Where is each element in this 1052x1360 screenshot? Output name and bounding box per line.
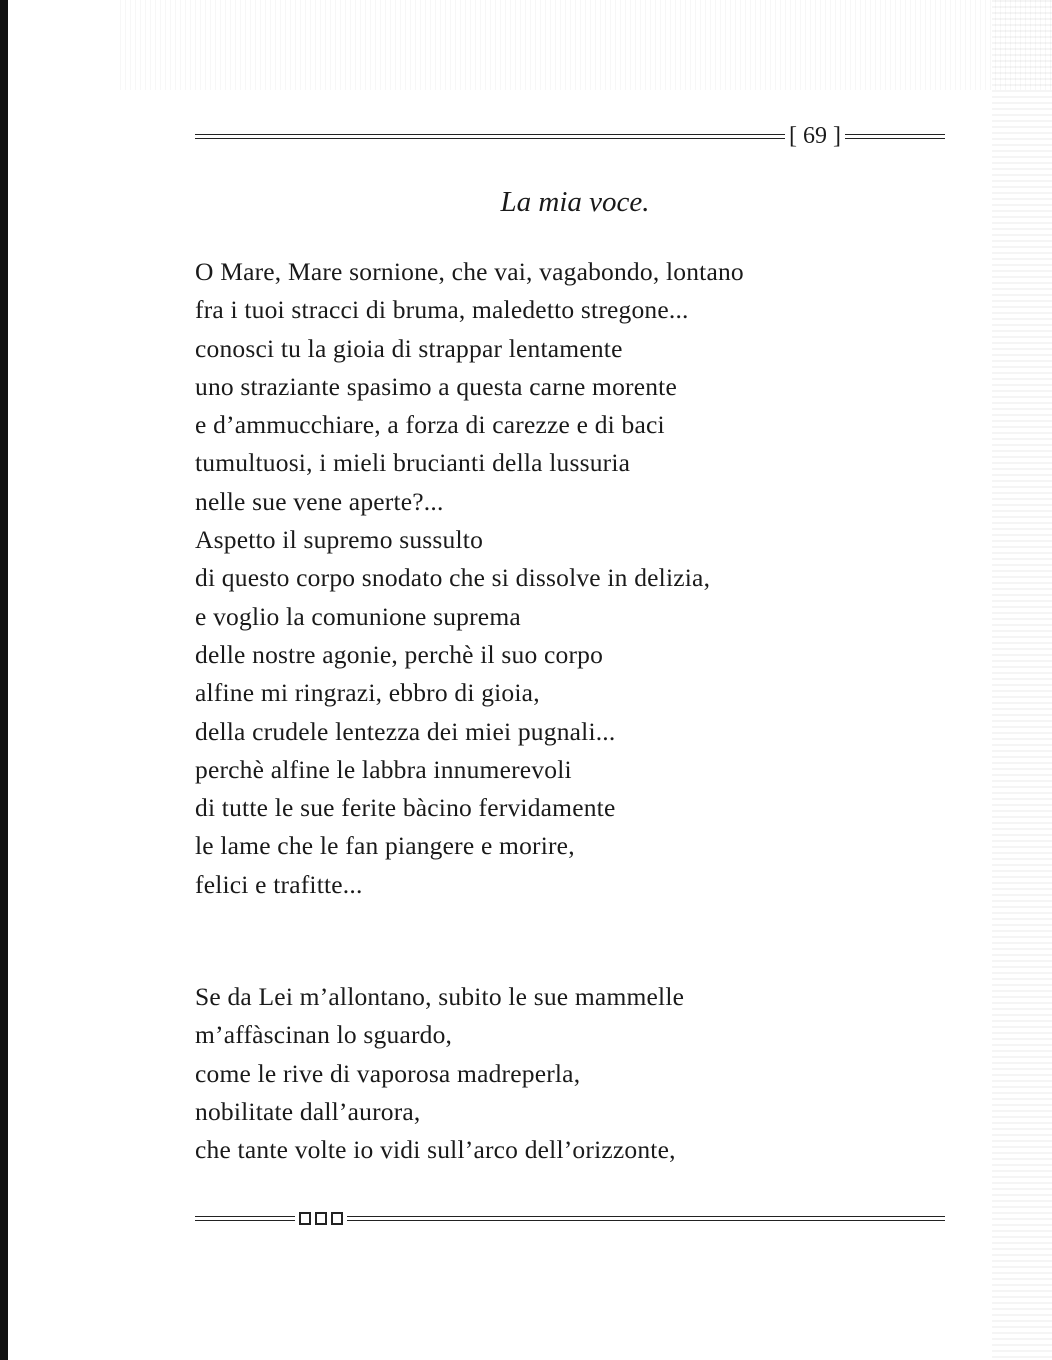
verse-line: della crudele lentezza dei miei pugnali...	[195, 716, 616, 746]
verse-line: di questo corpo snodato che si dissolve in delizia,	[195, 563, 711, 593]
ornament-box-icon	[331, 1212, 343, 1225]
verse-line: felici e trafitte...	[195, 869, 363, 899]
verse-line: conosci tu la gioia di strappar lentamente	[195, 333, 623, 363]
verse-line: che tante volte io vidi sull’arco dell’orizzonte,	[195, 1135, 676, 1165]
page-number: [ 69 ]	[789, 123, 841, 149]
footer-box-ornament	[295, 1212, 347, 1225]
page-footer-ornament	[195, 1208, 945, 1228]
scan-noise-top	[120, 0, 1052, 90]
stanza-1	[195, 253, 744, 904]
verse-line: Aspetto il supremo sussulto	[195, 525, 484, 555]
page-header	[195, 124, 945, 148]
verse-line: nelle sue vene aperte?...	[195, 486, 444, 516]
stanza-2	[195, 978, 684, 1169]
verse-line: alfine mi ringrazi, ebbro di gioia,	[195, 678, 540, 708]
verse-line: m’affàscinan lo sguardo,	[195, 1020, 453, 1050]
ornament-box-icon	[299, 1212, 311, 1225]
footer-rule-left	[195, 1216, 295, 1221]
verse-line: tumultuosi, i mieli brucianti della lussuria	[195, 448, 631, 478]
verse-line: e d’ammucchiare, a forza di carezze e di baci	[195, 410, 665, 440]
header-rule-left	[195, 134, 785, 139]
verse-line: O Mare, Mare sornione, che vai, vagabondo, lontano	[195, 257, 744, 286]
verse-line: nobilitate dall’aurora,	[195, 1096, 421, 1126]
verse-line: di tutte le sue ferite bàcino fervidamente	[195, 793, 616, 823]
verse-line: fra i tuoi stracci di bruma, maledetto stregone...	[195, 295, 689, 325]
ornament-box-icon	[315, 1212, 327, 1225]
footer-rule-right	[347, 1216, 945, 1221]
verse-line: uno straziante spasimo a questa carne morente	[195, 371, 677, 401]
verse-line: Se da Lei m’allontano, subito le sue mammelle	[195, 982, 685, 1011]
verse-line: come le rive di vaporosa madreperla,	[195, 1058, 581, 1088]
poem-title: La mia voce.	[500, 186, 650, 218]
verse-line: perchè alfine le labbra innumerevoli	[195, 754, 572, 784]
verse-line: le lame che le fan piangere e morire,	[195, 831, 575, 861]
verse-line: delle nostre agonie, perchè il suo corpo	[195, 639, 604, 669]
header-rule-right	[845, 134, 945, 139]
verse-line: e voglio la comunione suprema	[195, 601, 521, 631]
